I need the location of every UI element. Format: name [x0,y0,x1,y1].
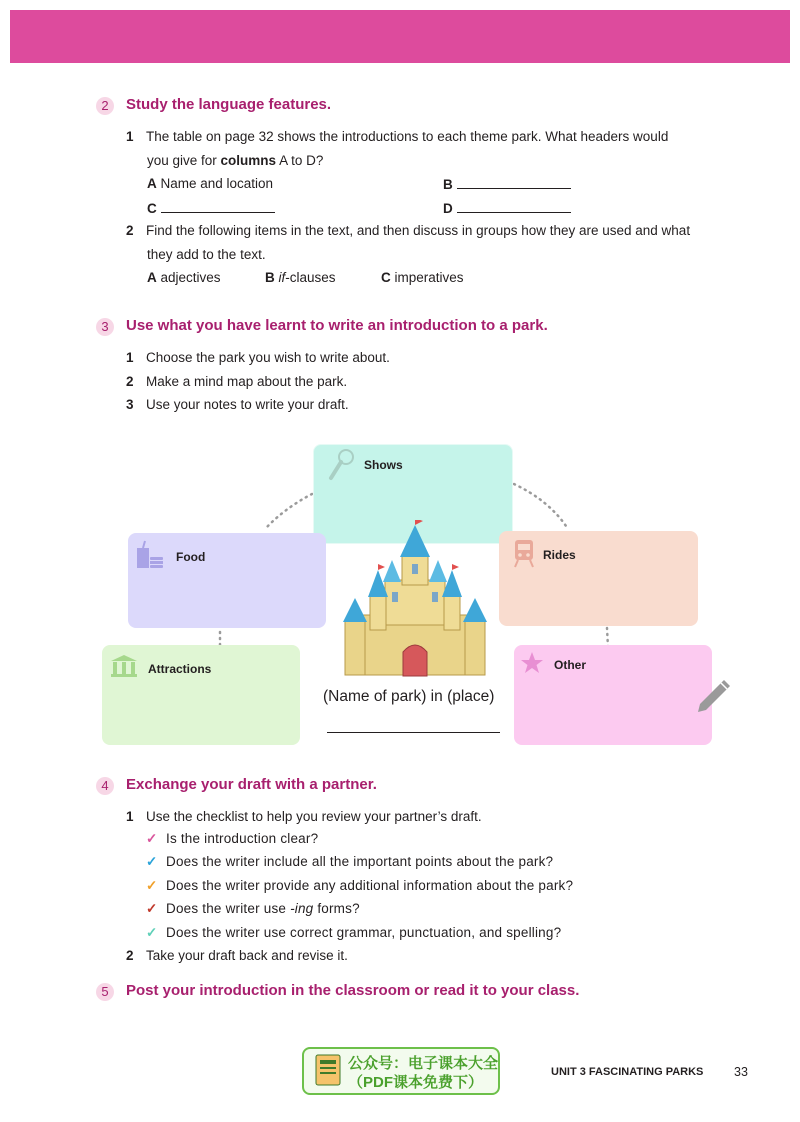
step-item: 3 Use your notes to write your draft. [126,397,349,412]
microphone-icon [328,448,356,482]
option-a: A Name and location [147,176,274,191]
pencil-icon [694,676,734,716]
question-line: 2 Take your draft back and revise it. [126,948,348,963]
option-b: B [443,176,571,192]
checklist-item: ✓ Does the writer include all the important points about the park? [146,854,554,869]
castle-image [340,520,490,680]
shows-label: Shows [364,458,403,472]
section-number: 5 [96,983,114,1001]
question-line: 2 Find the following items in the text, and then discuss in groups how they are used and what [126,223,691,238]
park-name-prompt: (Name of park) in (place) [323,688,495,705]
section-title: Exchange your draft with a partner. [126,776,377,793]
option-c: C [147,200,275,216]
section-number: 3 [96,318,114,336]
checklist-item: ✓ Is the introduction clear? [146,831,319,846]
step-item: 2 Make a mind map about the park. [126,374,348,389]
food-label: Food [176,550,206,564]
section-title: Post your introduction in the classroom or read it to your class. [126,982,580,999]
option-d: D [443,200,571,216]
item-a: A adjectives [147,270,221,285]
page-number: 33 [734,1065,748,1079]
item-c: C imperatives [381,270,464,285]
watermark-line2: （PDF课本免费下） [348,1074,484,1091]
section-number: 2 [96,97,114,115]
checklist-item: ✓ Does the writer provide any additional information about the park? [146,878,574,893]
question-line: they add to the text. [147,247,266,262]
watermark-badge [302,1047,500,1095]
attractions-label: Attractions [148,662,212,676]
checklist-item: ✓ Does the writer use correct grammar, punctuation, and spelling? [146,925,562,940]
rides-label: Rides [543,548,576,562]
checklist-item: ✓ Does the writer use -ing forms? [146,901,360,916]
train-icon [512,538,536,568]
star-icon [520,651,544,675]
item-b: B if-clauses [265,270,336,285]
section-number: 4 [96,777,114,795]
other-label: Other [554,658,587,672]
building-icon [110,654,138,678]
step-item: 1 Choose the park you wish to write about. [126,350,390,365]
section-title: Study the language features. [126,96,332,113]
question-line: you give for columns A to D? [147,153,324,168]
book-icon [314,1053,342,1087]
question-line: 1 The table on page 32 shows the introductions to each theme park. What headers would [126,129,669,144]
section-title: Use what you have learnt to write an introduction to a park. [126,317,548,334]
question-line: 1 Use the checklist to help you review your partner’s draft. [126,809,482,824]
watermark-line1: 公众号：电子课本大全 [348,1055,499,1072]
food-icon [135,540,165,570]
unit-title: UNIT 3 FASCINATING PARKS [551,1066,704,1078]
park-name-blank[interactable] [327,732,500,733]
